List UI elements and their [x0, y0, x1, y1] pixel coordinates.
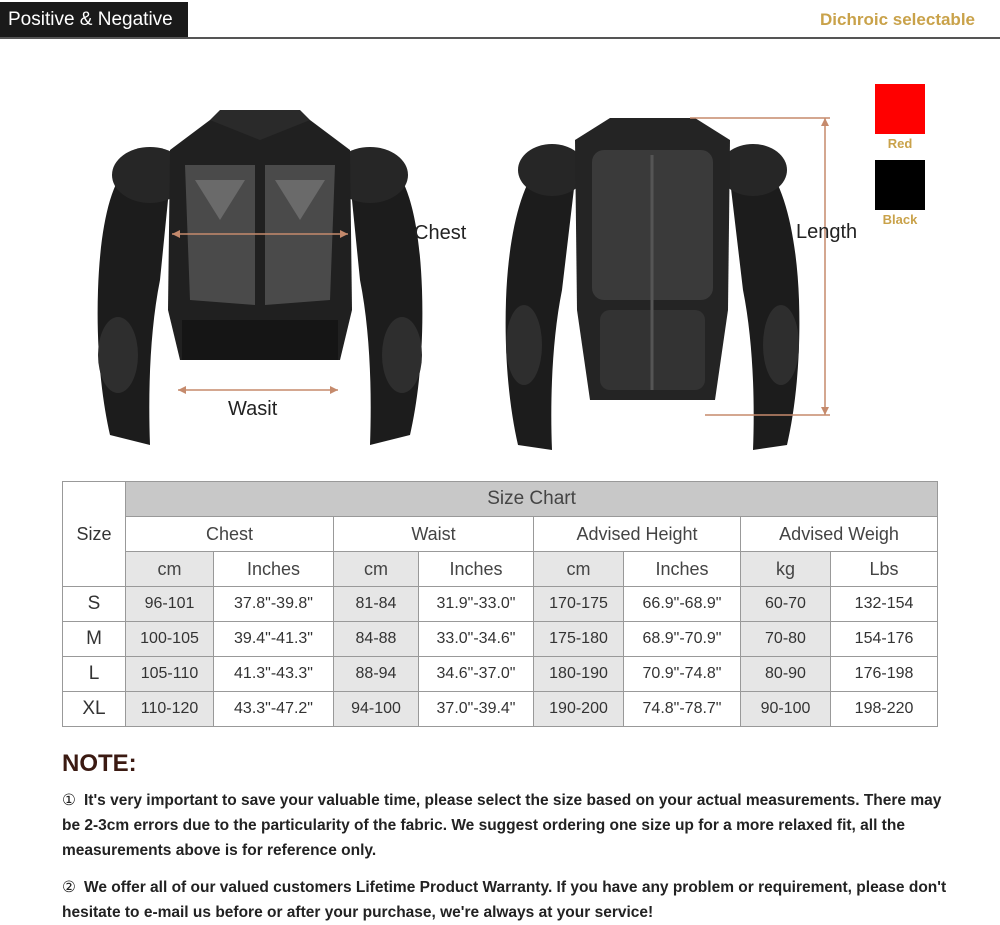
unit-header: cm — [534, 552, 624, 587]
jacket-back-image — [500, 110, 845, 455]
table-cell: 198-220 — [831, 692, 938, 727]
table-cell: 190-200 — [534, 692, 624, 727]
table-cell: 154-176 — [831, 622, 938, 657]
color-label-red: Red — [887, 136, 913, 151]
color-label-black: Black — [882, 212, 918, 227]
size-cell: XL — [63, 692, 126, 727]
note-text: We offer all of our valued customers Lifetime Product Warranty. If you have any problem or requirement, please don't hesitate to e-mail us before or after your purchase, we're always at your service! — [62, 879, 947, 921]
color-selectable-label: Dichroic selectable — [820, 10, 975, 29]
table-cell: 68.9"-70.9" — [624, 622, 741, 657]
header-tag: Positive & Negative — [0, 2, 188, 38]
table-cell: 90-100 — [741, 692, 831, 727]
table-cell: 170-175 — [534, 587, 624, 622]
note-number: ② — [62, 879, 76, 896]
table-cell: 175-180 — [534, 622, 624, 657]
table-cell: 66.9"-68.9" — [624, 587, 741, 622]
table-cell: 132-154 — [831, 587, 938, 622]
group-header-weight: Advised Weigh — [741, 517, 938, 552]
table-cell: 31.9"-33.0" — [419, 587, 534, 622]
size-cell: L — [63, 657, 126, 692]
unit-header: Lbs — [831, 552, 938, 587]
table-cell: 34.6"-37.0" — [419, 657, 534, 692]
table-cell: 37.0"-39.4" — [419, 692, 534, 727]
table-cell: 60-70 — [741, 587, 831, 622]
table-row — [63, 657, 938, 692]
size-cell: S — [63, 587, 126, 622]
group-header-chest: Chest — [126, 517, 334, 552]
size-chart-title: Size Chart — [126, 482, 938, 517]
table-cell: 88-94 — [334, 657, 419, 692]
table-cell: 43.3"-47.2" — [214, 692, 334, 727]
size-chart-table — [62, 481, 938, 727]
unit-header: cm — [126, 552, 214, 587]
table-cell: 84-88 — [334, 622, 419, 657]
note-number: ① — [62, 792, 76, 809]
table-cell: 100-105 — [126, 622, 214, 657]
header-divider — [0, 37, 1000, 39]
table-row — [63, 587, 938, 622]
color-swatch-black[interactable] — [875, 160, 925, 210]
table-cell: 70-80 — [741, 622, 831, 657]
table-cell: 110-120 — [126, 692, 214, 727]
note-title: NOTE: — [62, 750, 137, 777]
table-cell: 41.3"-43.3" — [214, 657, 334, 692]
table-row — [63, 622, 938, 657]
unit-header: Inches — [214, 552, 334, 587]
table-cell: 81-84 — [334, 587, 419, 622]
note-item-1 — [62, 788, 952, 863]
group-header-height: Advised Height — [534, 517, 741, 552]
unit-header: cm — [334, 552, 419, 587]
table-cell: 33.0"-34.6" — [419, 622, 534, 657]
color-swatch-red[interactable] — [875, 84, 925, 134]
table-cell: 70.9"-74.8" — [624, 657, 741, 692]
waist-measure-label: Wasit — [228, 398, 278, 420]
table-cell: 176-198 — [831, 657, 938, 692]
table-cell: 80-90 — [741, 657, 831, 692]
table-cell: 94-100 — [334, 692, 419, 727]
size-cell: M — [63, 622, 126, 657]
table-cell: 180-190 — [534, 657, 624, 692]
table-cell: 37.8"-39.8" — [214, 587, 334, 622]
note-item-2 — [62, 875, 952, 925]
table-cell: 96-101 — [126, 587, 214, 622]
table-row — [63, 692, 938, 727]
length-measure-label: Length — [796, 221, 858, 243]
table-cell: 39.4"-41.3" — [214, 622, 334, 657]
note-text: It's very important to save your valuable time, please select the size based on your actual measurements. There may be 2-3cm errors due to the particularity of the fabric. We suggest ordering one size up for a more relaxed fit, all the measurements above is for reference only. — [62, 792, 942, 859]
table-cell: 105-110 — [126, 657, 214, 692]
unit-header: Inches — [624, 552, 741, 587]
size-column-header: Size — [63, 482, 126, 587]
chest-measure-label: Chest — [414, 222, 467, 244]
table-cell: 74.8"-78.7" — [624, 692, 741, 727]
unit-header: kg — [741, 552, 831, 587]
group-header-waist: Waist — [334, 517, 534, 552]
unit-header: Inches — [419, 552, 534, 587]
